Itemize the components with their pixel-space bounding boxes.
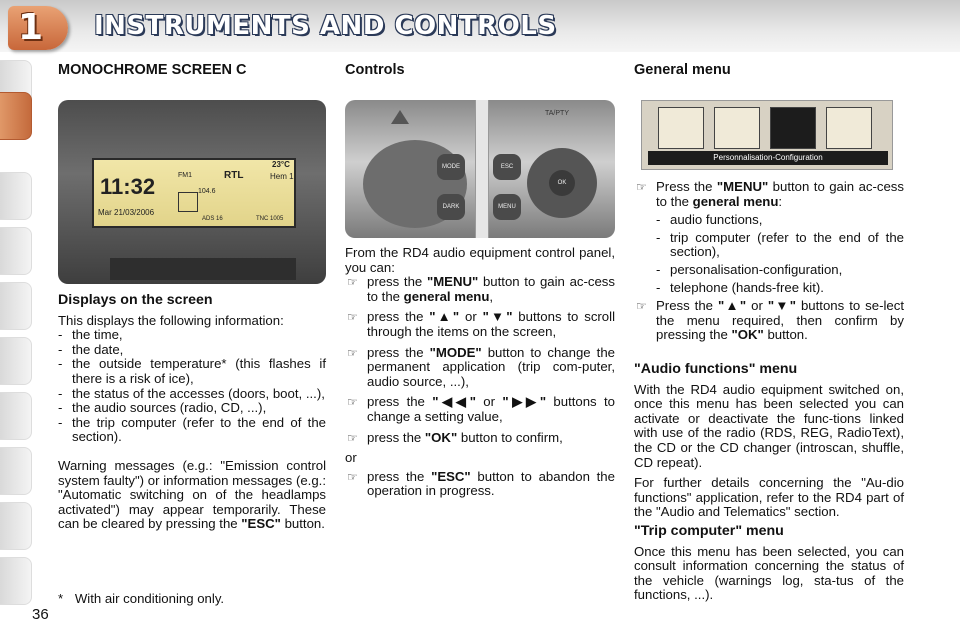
audio-functions-section [634,362,904,520]
menu-caption: Personnalisation-Configuration [648,151,888,165]
column-2-text [345,246,615,499]
dark-button[interactable]: DARK [437,194,465,220]
section-heading-monochrome: MONOCHROME SCREEN C [58,62,247,78]
footnote-text: With air conditioning only. [74,591,225,606]
chapter-tab[interactable] [0,447,32,495]
esc-button[interactable]: ESC [493,154,521,180]
warning-esc: "ESC" [241,516,281,532]
step-bold: "▲" [717,298,747,314]
subheading-trip-computer: "Trip computer" menu [634,523,784,539]
page-number: 36 [32,606,49,623]
warning-text: Warning messages (e.g.: "Emission control system faulty") or information messages (e.g.: "Automatic switching on of the headlamps activated") may appear temporarily. These can be cleared by pressing the [58,457,326,532]
audio-functions-icon [658,107,704,149]
step-text: button. [763,327,808,343]
control-panel-photo [345,100,615,238]
step-bold: "ESC" [431,468,471,484]
step-bold: general menu [692,193,779,209]
list-item: - trip computer (refer to the end of the section), [656,231,904,260]
step-bold: general menu [403,288,490,304]
or-text: or [345,450,357,466]
step-ok [345,431,615,446]
list-item: - the date, [58,343,326,358]
list-item: - telephone (hands-free kit). [656,281,904,296]
step-text: Press the [656,179,717,194]
list-item: - the status of the accesses (doors, boot, ...), [58,387,326,402]
step-bold: "▲" [429,309,460,325]
lcd-hour-label: Hem 1 [270,172,294,181]
lcd-bottom-right: TNC 1005 [256,216,284,222]
subheading-displays: Displays on the screen [58,292,213,308]
step-bold: "MODE" [429,344,482,360]
displays-intro: This displays the following information: [58,312,284,328]
ta-pty-label: TA/PTY [545,110,569,117]
list-item: - audio functions, [656,213,904,228]
monochrome-screen-photo [58,100,326,284]
step-bold: "▼" [482,309,513,325]
step-text: press the [367,274,427,290]
trip-computer-text: Once this menu has been selected, you can consult information concerning the status of the vehicle (warnings log, sta-tus of the functions, ...). [634,543,904,603]
list-item: - the trip computer (refer to the end of the section). [58,416,326,445]
column-1-text [58,293,326,532]
ok-button[interactable]: OK [549,170,575,196]
panel-slot [110,258,296,280]
step-text: or [459,309,483,325]
chapter-tab[interactable] [0,337,32,385]
step-text: buttons to change a setting value, [367,394,615,424]
warning-paragraph [58,459,326,532]
pointer-icon: ☞ [347,430,358,445]
step-text: button to gain ac-cess to the [656,179,904,209]
pointer-icon: ☞ [347,469,358,484]
step-text: : [778,193,783,209]
trip-computer-section [634,524,904,603]
section-heading-general-menu: General menu [634,62,731,78]
pointer-icon: ☞ [347,275,358,290]
audio-functions-text: With the RD4 audio equipment switched on, once this menu has been selected you can activate or deactivate the func-tions linked with use of the radio (RDS, REG, RadioText), the CD or the CD changer (introscan, shuffle, CD repeat). [634,381,904,470]
step-text: , [489,288,494,304]
step-scroll [345,310,615,339]
lcd-frequency: 104.6 [198,188,216,195]
step-bold: "MENU" [716,179,769,194]
pointer-icon: ☞ [347,345,358,360]
step-text: buttons to scroll through the items on the screen, [367,309,615,339]
footnote [58,592,326,607]
chapter-number: 1 [18,7,44,48]
list-item: - the audio sources (radio, CD, ...), [58,401,326,416]
lcd-bottom-left: ADS 16 [202,216,223,222]
step-text: button to abandon the operation in progress. [367,468,615,499]
step-bold: "OK" [424,429,458,445]
lcd-display [92,158,296,228]
chapter-tab[interactable] [0,502,32,550]
step-text: press the [367,309,430,325]
step-text: press the [367,394,433,410]
panel-divider [475,100,489,238]
step-text: or [746,298,768,314]
menu-button[interactable]: MENU [493,194,521,220]
step-bold: "▼" [767,298,796,314]
chapter-tabs [0,52,32,600]
column-3-text [634,180,904,343]
step-bold: "MENU" [426,274,479,290]
step-text: press the [367,468,432,484]
chapter-tab[interactable] [0,172,32,220]
list-item: - personalisation-configuration, [656,263,904,278]
step-menu [345,275,615,304]
step-text: button to change the permanent application (trip com-puter, audio source, ...), [367,344,615,389]
personalisation-icon [770,107,816,149]
controls-intro: From the RD4 audio equipment control panel, you can: [345,245,615,275]
step-text: button to confirm, [457,429,563,445]
car-outline-icon [178,192,198,212]
step-text: or [475,394,503,410]
trip-computer-icon [714,107,760,149]
mode-button[interactable]: MODE [437,154,465,180]
telephone-icon [826,107,872,149]
lcd-temp: 23°C [272,160,290,169]
step-bold: "OK" [731,327,764,343]
displays-list [58,328,326,445]
general-menu-list [656,213,904,295]
lcd-date: Mar 21/03/2006 [98,208,155,217]
step-mode [345,346,615,390]
general-menu-screen [641,100,893,170]
chapter-tab[interactable] [0,392,32,440]
lcd-time: 11:32 [100,174,156,199]
step-esc [345,470,615,499]
pointer-icon: ☞ [347,395,358,410]
step-general-menu [634,180,904,209]
subheading-audio-functions: "Audio functions" menu [634,361,798,377]
chapter-tab-active[interactable] [0,92,32,140]
chapter-title: INSTRUMENTS AND CONTROLS [94,11,557,41]
pointer-icon: ☞ [636,299,647,314]
footnote-star: * [58,591,64,606]
eject-icon [391,110,409,124]
step-setting [345,395,615,424]
step-text: press the [367,429,425,445]
step-text: press the [367,344,430,360]
section-heading-controls: Controls [345,62,405,78]
chapter-tab[interactable] [0,282,32,330]
list-item: - the outside temperature* (this flashes if there is a risk of ice), [58,357,326,386]
step-bold: "▶▶" [502,394,547,410]
lcd-band: FM1 [178,172,192,179]
pointer-icon: ☞ [347,310,358,325]
chapter-tab[interactable] [0,557,32,605]
list-item: - the time, [58,328,326,343]
chapter-tab[interactable] [0,227,32,275]
lcd-station: RTL [224,170,244,181]
step-text: buttons to se-lect the menu required, then confirm by pressing the [656,298,905,343]
step-bold: "◀◀" [432,394,476,410]
step-select-menu [634,299,904,343]
warning-end: button. [280,516,325,532]
audio-functions-text-2: For further details concerning the "Au-dio functions" application, refer to the RD4 part of the "Audio and Telematics" section. [634,475,904,520]
step-text: Press the [656,298,718,314]
step-text: button to gain ac-cess to the [367,274,615,304]
pointer-icon: ☞ [636,180,647,194]
